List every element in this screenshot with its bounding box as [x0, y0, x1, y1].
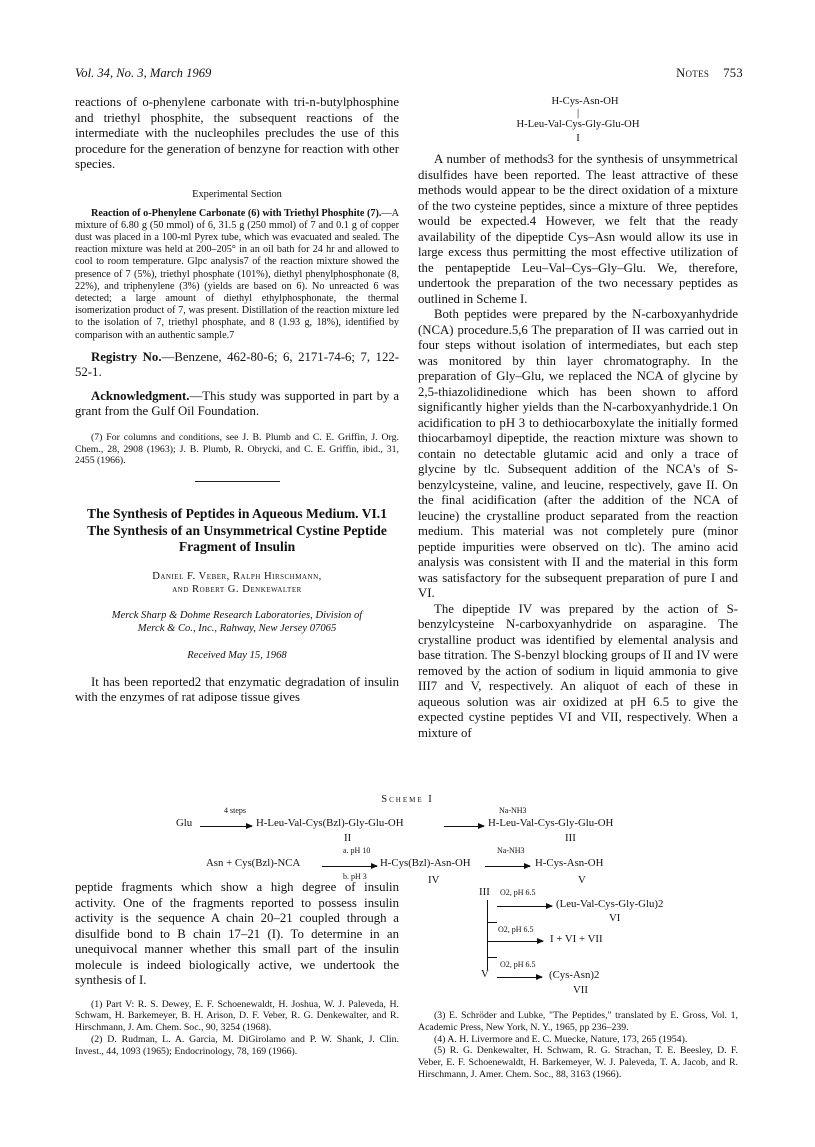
- scheme-label-III: III: [565, 832, 576, 844]
- affiliation-line-1: Merck Sharp & Dohme Research Laboratories, Division of: [111, 609, 363, 621]
- scheme-arrow-vii: [497, 977, 542, 978]
- scheme-arrow2-label: Na-NH3: [499, 806, 527, 815]
- experimental-paragraph: [75, 208, 399, 342]
- footnote-5: (5) R. G. Denkewalter, H. Schwam, R. G. Strachan, T. E. Beesley, D. F. Veber, E. F. Schoenewaldt, H. Barkemeyer, W. J. Paleveda, T. A. Jacob, and R. Hirschmann, J. Amer. Chem. Soc., 88, 3163 (1966).: [418, 1045, 738, 1080]
- body-paragraph-1: It has been reported2 that enzymatic degradation of insulin with the enzymes of rat adipose tissue gives: [75, 674, 399, 705]
- footnote-2: (2) D. Rudman, L. A. Garcia, M. DiGirolamo and P. W. Shank, J. Clin. Invest., 44, 1093 (1965); Endocrinology, 78, 169 (1966).: [75, 1033, 399, 1057]
- scheme-arrow4-label: Na-NH3: [497, 846, 525, 855]
- scheme-product-VII: (Cys-Asn)2: [549, 969, 600, 981]
- affiliation-line-2: Merck & Co., Inc., Rahway, New Jersey 07065: [137, 623, 337, 635]
- scheme-hook-1: [487, 922, 497, 923]
- scheme-title: Scheme I: [381, 794, 434, 805]
- scheme-arrow-4: [485, 866, 530, 867]
- experimental-text: —A mixture of 6.80 g (50 mmol) of 6, 31.5 g (250 mmol) of 7 and 0.1 g of copper dust was placed in a 100-ml Pyrex tube, which was evacuated and sealed. The reaction mixture was held at 200–205° in an oil bath for 24 hr and allowed to cool to room temperature. Glpc analysis7 of the reaction mixture showed the presence of 7 (5%), triethyl phosphate (101%), diethyl phenylphosphonate (8, 22%), and triphenylene (3%) (yields are based on 6). No unreacted 6 was detected; a large amount of diethyl ethylphosphonate, the thermal isomerization product of 7, was present. Distillation of the reaction mixture led to the isolation of 7, triethyl phosphate, and 8 (1.93 g, 18%), identified by comparison with an authentic sample.7: [75, 207, 399, 341]
- structure-I: [418, 95, 738, 146]
- section-divider: [195, 481, 280, 482]
- scheme-arrow-3: [322, 866, 377, 867]
- scheme-label-VII: VII: [573, 984, 588, 996]
- scheme-arrow-2: [444, 826, 484, 827]
- article-affiliation: [75, 609, 399, 636]
- right-column: [418, 95, 738, 741]
- body-paragraph-2: peptide fragments which show a high degree of insulin activity. One of the fragments reported to possess insulin activity is the sequence A chain 20–21 coupled through a disulfide bond to B chain 17–21 (I). To determine in an unequivocal manner whether this small part of the insulin molecule is indeed biologically active, we undertook the synthesis of I.: [75, 880, 399, 987]
- article-authors: [75, 570, 399, 597]
- scheme-arrow1-label: 4 steps: [224, 806, 246, 815]
- acknowledgment-lead: Acknowledgment.: [91, 388, 190, 403]
- registry-lead: Registry No.: [91, 349, 162, 364]
- scheme-arrow-mix: [487, 941, 543, 942]
- right-paragraph-1: A number of methods3 for the synthesis of unsymmetrical disulfides have been reported. The least attractive of these methods would appear to be the direct oxidation of a mixture of the two cysteine peptides, since a mixture of three peptides would be expected.4 However, we felt that the ready availability of the dipeptide Cys–Asn would allow its use in large excess thus permitting the most effective utilization of the pentapeptide Leu–Val–Cys–Gly–Glu. We, therefore, undertook the preparation of the two necessary peptides as outlined in Scheme I.: [418, 152, 738, 306]
- acknowledgment-text: —This study was supported in part by a grant from the Gulf Oil Foundation.: [75, 388, 399, 419]
- scheme-glu: Glu: [176, 817, 193, 829]
- footnote-1: (1) Part V: R. S. Dewey, E. F. Schoenewaldt, H. Joshua, W. J. Paleveda, H. Schwam, H. Barkemeyer, B. H. Arison, D. F. Veber, R. G. Denkewalter, and R. Hirschmann, J. Am. Chem. Soc., 90, 3254 (1968).: [75, 998, 399, 1034]
- scheme-start-III: III: [479, 886, 490, 898]
- scheme-cond-2: O2, pH 6.5: [498, 925, 534, 934]
- structure-label: I: [576, 133, 580, 144]
- scheme-cond-3: O2, pH 6.5: [500, 960, 536, 969]
- scheme-label-IV: IV: [428, 874, 440, 886]
- scheme-product-mix: I + VI + VII: [550, 933, 603, 945]
- right-paragraph-2: Both peptides were prepared by the N-carboxyanhydride (NCA) procedure.5,6 The preparation of II was carried out in four steps without isolation of intermediates, but each step was monitored by thin layer chromatography. In the preparation of Gly–Glu, we replaced the NCA of glycine by 2,5-thiazolidinedione which has been shown to afford significantly higher yields than the N-carboxyanhydride.1 On acidification to pH 3 to dethiocarboxylate the initially formed thiocarbamoyl dipeptide, the reaction mixture was shown to contain no detectable glutamic acid and only a trace of glycine by tlc. Subsequent addition of the NCA's of S-benzylcysteine, valine, and leucine, respectively, gave II. On the final acidification (after the addition of the NCA of leucine) the crystalline product separated from the reaction medium. This material was not completely pure (minor peptide impurities were observed on tlc). The amino acid analysis was consistent with II and the material in this form was satisfactory for the subsequent preparation of pure I and VI.: [418, 307, 738, 600]
- left-column: [75, 95, 399, 706]
- scheme-label-VI: VI: [609, 912, 621, 924]
- right-paragraph-3: The dipeptide IV was prepared by the action of S-benzylcysteine N-carboxyanhydride on asparagine. The crystalline product was identified by elemental analysis and base titration. The S-benzyl blocking groups of II and IV were removed by the action of sodium in liquid ammonia to give III7 and V, respectively. An aliquot of each of these in aqueous solution was air oxidized at pH 6.5 to give the expected cystine peptides VI and VII, respectively. When a mixture of: [418, 601, 738, 740]
- scheme-hook-2: [487, 957, 497, 958]
- scheme-label-V: V: [578, 874, 586, 886]
- scheme-compound-V: H-Cys-Asn-OH: [535, 857, 604, 869]
- scheme-arrow3-label-top: a. pH 10: [343, 846, 371, 855]
- section-name: Notes: [676, 66, 710, 80]
- scheme-arrow3-label-bottom: b. pH 3: [343, 872, 367, 881]
- page-number: 753: [723, 66, 743, 80]
- received-date: Received May 15, 1968: [187, 649, 287, 661]
- scheme-label-II: II: [344, 832, 352, 844]
- acknowledgment-paragraph: [75, 389, 399, 420]
- scheme-cond-1: O2, pH 6.5: [500, 888, 536, 897]
- bottom-right-footnotes: [418, 1010, 738, 1081]
- running-header-volume: Vol. 34, No. 3, March 1969: [75, 66, 212, 80]
- registry-text: —Benzene, 462-80-6; 6, 2171-74-6; 7, 122-52-1.: [75, 349, 399, 380]
- footnote-7: (7) For columns and conditions, see J. B. Plumb and C. E. Griffin, J. Org. Chem., 28, 2908 (1963); J. B. Plumb, R. Obrycki, and C. E. Griffin, ibid., 31, 2455 (1966).: [75, 431, 399, 467]
- scheme-start-V: V: [481, 968, 489, 980]
- structure-bottom-chain: H-Leu-Val-Cys-Gly-Glu-OH: [516, 119, 640, 130]
- footnote-4: (4) A. H. Livermore and E. C. Muecke, Nature, 173, 265 (1954).: [434, 1033, 688, 1045]
- bottom-left-block: [75, 880, 399, 1057]
- scheme-arrow-1: [200, 826, 252, 827]
- scheme-compound-III: H-Leu-Val-Cys-Gly-Glu-OH: [488, 817, 614, 829]
- footnote-3: (3) E. Schröder and Lubke, "The Peptides," translated by E. Gross, Vol. 1, Academic Press, New York, N. Y., 1965, pp 236–239.: [418, 1010, 738, 1033]
- scheme-arrow-vi: [497, 906, 552, 907]
- article-title: The Synthesis of Peptides in Aqueous Medium. VI.1 The Synthesis of an Unsymmetrical Cystine Peptide Fragment of Insulin: [87, 506, 387, 555]
- experimental-heading: Experimental Section: [192, 188, 282, 200]
- scheme-compound-II: H-Leu-Val-Cys(Bzl)-Gly-Glu-OH: [256, 817, 404, 829]
- scheme-asn-nca: Asn + Cys(Bzl)-NCA: [206, 857, 301, 869]
- structure-top-chain: H-Cys-Asn-OH: [551, 96, 619, 107]
- scheme-product-VI: (Leu-Val-Cys-Gly-Glu)2: [556, 898, 664, 910]
- intro-paragraph: reactions of o-phenylene carbonate with tri-n-butylphosphine and triethyl phosphite, the subsequent reactions of the intermediate with the nucleophiles precludes the use of this procedure for the generation of benzyne for reaction with other species.: [75, 95, 399, 171]
- registry-paragraph: [75, 350, 399, 381]
- running-header-section: [676, 66, 743, 81]
- experimental-lead: Reaction of o-Phenylene Carbonate (6) with Triethyl Phosphite (7).: [91, 207, 382, 219]
- scheme-compound-IV: H-Cys(Bzl)-Asn-OH: [380, 857, 471, 869]
- scheme-branch-line: [487, 900, 488, 970]
- disulfide-bond: |: [576, 108, 580, 119]
- authors-line-1: Daniel F. Veber, Ralph Hirschmann,: [152, 570, 322, 582]
- authors-line-2: and Robert G. Denkewalter: [172, 584, 302, 596]
